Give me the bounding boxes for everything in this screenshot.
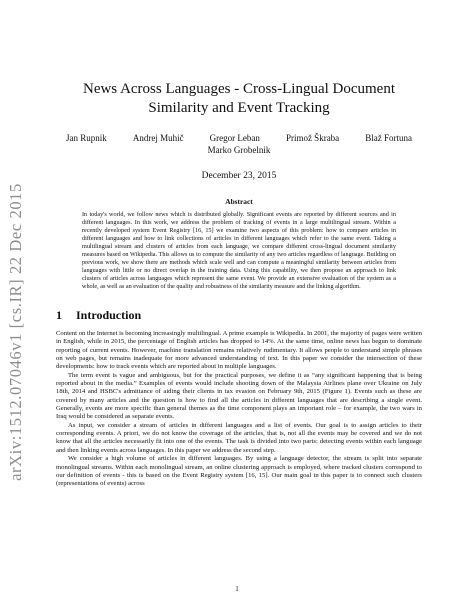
introduction-body — [56, 330, 422, 489]
author-name: Primož Škraba — [285, 133, 340, 143]
author-row-2 — [56, 144, 422, 156]
author-name: Jan Rupnik — [66, 133, 107, 143]
page-number: 1 — [235, 585, 239, 593]
paper-page — [56, 80, 422, 489]
arxiv-identifier-text: arXiv:1512.07046v1 [cs.IR] 22 Dec 2015 — [6, 183, 25, 481]
author-name: Andrej Muhič — [132, 133, 184, 143]
section-number: 1 — [56, 308, 62, 322]
body-paragraph: As input, we consider a stream of articles in different languages and a list of events. Our goal is to assign articles to their corresponding events. A priori, we do not know the coverage of the articles, that is, not all the events may be covered and we do not know that all the articles necessarily fit into one of the events. The task is divided into two parts: detecting events within each language and then linking events across languages. In this paper we address the second step. — [56, 421, 422, 454]
section-title: Introduction — [76, 308, 142, 322]
body-paragraph: We consider a high volume of articles in different languages. By using a language detector, the stream is split into separate monolingual streams. Within each monolingual stream, an online clustering approach is employed, where tracked clusters correspond to our definition of events - this is based on the Event Registry system [16, 15]. Our main goal in this paper is to connect such clusters (representations of events) across — [56, 455, 422, 488]
arxiv-identifier-stamp — [4, 172, 28, 492]
author-list — [56, 132, 422, 156]
author-name: Gregor Leban — [209, 133, 260, 143]
paper-date: December 23, 2015 — [201, 171, 277, 181]
author-name: Blaž Fortuna — [365, 133, 412, 143]
section-heading — [56, 308, 422, 323]
body-paragraph: The term event is vague and ambiguous, but for the practical purposes, we define it as “any significant happening that is being reported about in the media.” Examples of events would include shooting down of the Malaysia Airlines plane over Ukraine on July 18th, 2014 and HSBC's admittance of aiding their clients in tax evasion on February 9th, 2015 (Figure 1). Events such as these are covered by many articles and the question is how to find all the articles in different languages that are describing a single event. Generally, events are more specific than general themes as the time component plays an important role – for example, the two wars in Iraq would be considered as separate events. — [56, 371, 422, 421]
abstract-text: In today's world, we follow news which is distributed globally. Significant events are reported by different sources and in different languages. In this work, we address the problem of tracking of events in a large multilingual stream. Within a recently developed system Event Registry [16, 15] we examine two aspects of this problem: how to compare articles in different languages and how to link collections of articles in different languages which refer to the same event. Taking a multilingual stream and clusters of articles from each language, we compare different cross-lingual document similarity measures based on Wikipedia. This allows us to compute the similarity of any two articles regardless of language. Building on previous work, we show there are methods which scale well and can compute a meaningful similarity between articles from languages with little or no direct overlap in the training data. Using this capability, we then propose an approach to link clusters of articles across languages which represent the same event. We provide an extensive evaluation of the system as a whole, as well as an evaluation of the quality and robustness of the similarity measure and the linking algorithm. — [82, 211, 396, 290]
body-paragraph: Content on the Internet is becoming increasingly multilingual. A prime example is Wikipedia. In 2001, the majority of pages were written in English, while in 2015, the percentage of English articles has dropped to 14%. At the same time, online news has begun to dominate reporting of current events. However, machine translation remains relatively rudimentary. It allows people to understand simple phrases on web pages, but remains inadequate for more advanced understanding of text. In this paper we consider the intersection of these developments: how to track events which are reported about in multiple languages. — [56, 330, 422, 371]
paper-title: News Across Languages - Cross-Lingual Document Similarity and Event Tracking — [82, 81, 396, 116]
author-row-1 — [56, 132, 422, 144]
abstract-heading: Abstract — [225, 197, 253, 206]
author-name: Marko Grobelnik — [207, 145, 271, 155]
